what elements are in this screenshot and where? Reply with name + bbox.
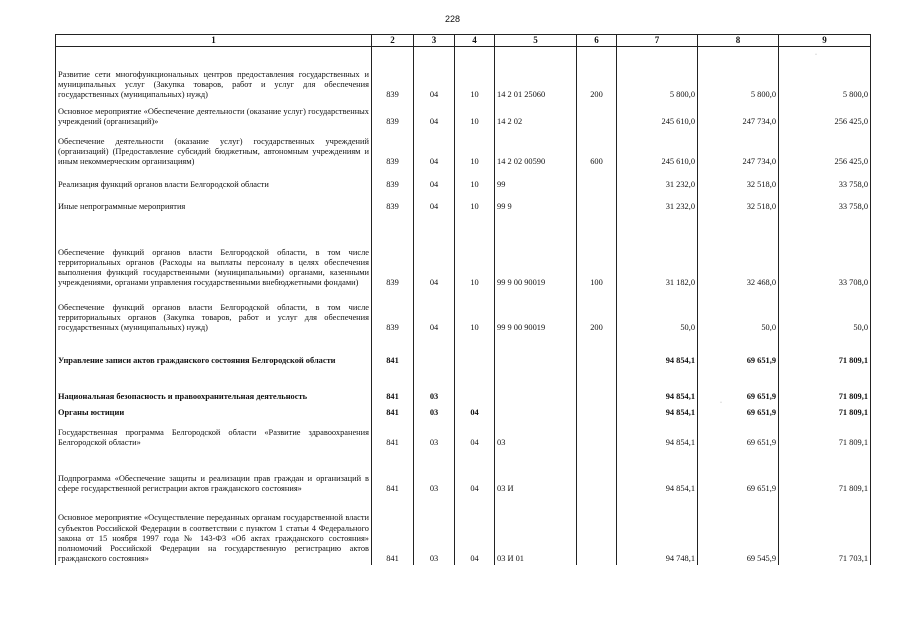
podrazdel-code: 04 [455,495,495,565]
expense-type-code [577,168,617,191]
expense-type-code [577,334,617,367]
page-number: 228 [444,14,461,24]
razdel-code: 03 [414,449,455,495]
column-header: 5 [495,35,577,47]
target-article-code: 99 [495,168,577,191]
amount-col9: 71 809,1 [779,367,871,403]
amount-col8: 69 651,9 [698,449,779,495]
expense-type-code [577,495,617,565]
amount-col9: 71 809,1 [779,419,871,449]
row-description: Управление записи актов гражданского состояния Белгородской области [56,334,372,367]
vedomstvo-code: 841 [372,495,414,565]
column-header: 1 [56,35,372,47]
amount-col7: 94 854,1 [617,419,698,449]
razdel-code: 04 [414,128,455,168]
podrazdel-code [455,334,495,367]
vedomstvo-code: 839 [372,213,414,289]
vedomstvo-code: 841 [372,367,414,403]
podrazdel-code: 10 [455,47,495,101]
table-row [56,128,871,168]
razdel-code: 03 [414,419,455,449]
razdel-code: 04 [414,191,455,213]
table-row [56,289,871,334]
row-description: Национальная безопасность и правоохранительная деятельность [56,367,372,403]
table-body [56,47,871,565]
amount-col7: 50,0 [617,289,698,334]
expense-type-code: 200 [577,289,617,334]
table-row [56,334,871,367]
target-article-code [495,403,577,419]
target-article-code: 03 И [495,449,577,495]
amount-col7: 245 610,0 [617,128,698,168]
amount-col8: 5 800,0 [698,47,779,101]
amount-col9: 33 758,0 [779,168,871,191]
expense-type-code: 600 [577,128,617,168]
amount-col7: 31 232,0 [617,191,698,213]
expense-type-code: 100 [577,213,617,289]
amount-col7: 5 800,0 [617,47,698,101]
podrazdel-code: 04 [455,403,495,419]
amount-col9: 5 800,0 [779,47,871,101]
table-row [56,168,871,191]
amount-col8: 69 651,9 [698,367,779,403]
podrazdel-code: 04 [455,419,495,449]
razdel-code: 04 [414,101,455,128]
table-row [56,419,871,449]
razdel-code: 03 [414,367,455,403]
row-description: Основное мероприятие «Обеспечение деятельности (оказание услуг) государственных учреждений (организаций)» [56,101,372,128]
amount-col7: 94 854,1 [617,367,698,403]
vedomstvo-code: 841 [372,334,414,367]
razdel-code: 04 [414,47,455,101]
amount-col9: 71 809,1 [779,403,871,419]
target-article-code: 14 2 02 00590 [495,128,577,168]
vedomstvo-code: 839 [372,128,414,168]
table-row [56,101,871,128]
amount-col9: 256 425,0 [779,101,871,128]
table-row [56,191,871,213]
amount-col8: 32 518,0 [698,168,779,191]
amount-col9: 50,0 [779,289,871,334]
podrazdel-code [455,367,495,403]
vedomstvo-code: 839 [372,168,414,191]
amount-col7: 31 232,0 [617,168,698,191]
target-article-code: 99 9 00 90019 [495,213,577,289]
row-description: Обеспечение функций органов власти Белгородской области, в том числе территориальных органов (Расходы на выплаты персоналу в целях обеспечения выполнения функций государственными (муниципальными) органами, казенными учреждениями, органами управления государственными внебюджетными фондами) [56,213,372,289]
budget-table [55,34,871,565]
table-row [56,213,871,289]
target-article-code [495,334,577,367]
amount-col9: 33 758,0 [779,191,871,213]
target-article-code: 99 9 00 90019 [495,289,577,334]
expense-type-code [577,367,617,403]
row-description: Иные непрограммные мероприятия [56,191,372,213]
podrazdel-code: 10 [455,168,495,191]
podrazdel-code: 04 [455,449,495,495]
row-description: Подпрограмма «Обеспечение защиты и реализации прав граждан и организаций в сфере государственной регистрации актов гражданского состояния» [56,449,372,495]
amount-col8: 69 651,9 [698,334,779,367]
vedomstvo-code: 841 [372,419,414,449]
table-row [56,495,871,565]
scan-speck: · [815,52,817,58]
vedomstvo-code: 841 [372,403,414,419]
column-number-header-row [56,35,871,47]
amount-col7: 94 748,1 [617,495,698,565]
amount-col8: 69 545,9 [698,495,779,565]
row-description: Развитие сети многофункциональных центров предоставления государственных и муниципальных услуг (Закупка товаров, работ и услуг для обеспечения государственных (муниципальных) нужд) [56,47,372,101]
target-article-code: 14 2 01 25060 [495,47,577,101]
column-header: 3 [414,35,455,47]
amount-col8: 32 468,0 [698,213,779,289]
target-article-code [495,367,577,403]
expense-type-code [577,403,617,419]
amount-col9: 71 809,1 [779,334,871,367]
podrazdel-code: 10 [455,289,495,334]
amount-col7: 94 854,1 [617,449,698,495]
column-header: 4 [455,35,495,47]
podrazdel-code: 10 [455,128,495,168]
razdel-code: 03 [414,495,455,565]
amount-col7: 245 610,0 [617,101,698,128]
razdel-code: 04 [414,289,455,334]
column-header: 7 [617,35,698,47]
vedomstvo-code: 839 [372,289,414,334]
vedomstvo-code: 839 [372,47,414,101]
row-description: Государственная программа Белгородской области «Развитие здравоохранения Белгородской области» [56,419,372,449]
podrazdel-code: 10 [455,101,495,128]
column-header: 8 [698,35,779,47]
column-header: 9 [779,35,871,47]
row-description: Органы юстиции [56,403,372,419]
expense-type-code [577,191,617,213]
razdel-code: 03 [414,403,455,419]
table-row [56,367,871,403]
podrazdel-code: 10 [455,191,495,213]
expense-type-code: 200 [577,47,617,101]
target-article-code: 99 9 [495,191,577,213]
expense-type-code [577,419,617,449]
expense-type-code [577,101,617,128]
amount-col8: 69 651,9 [698,419,779,449]
column-header: 6 [577,35,617,47]
amount-col9: 33 708,0 [779,213,871,289]
table-row [56,449,871,495]
vedomstvo-code: 839 [372,101,414,128]
column-header: 2 [372,35,414,47]
amount-col7: 94 854,1 [617,334,698,367]
razdel-code [414,334,455,367]
amount-col9: 71 809,1 [779,449,871,495]
amount-col8: 50,0 [698,289,779,334]
razdel-code: 04 [414,168,455,191]
amount-col8: 69 651,9 [698,403,779,419]
table-row [56,47,871,101]
row-description: Обеспечение функций органов власти Белгородской области, в том числе территориальных органов (Закупка товаров, работ и услуг для обеспечения государственных (муниципальных) нужд) [56,289,372,334]
scan-speck: · [720,400,722,406]
vedomstvo-code: 839 [372,191,414,213]
amount-col9: 256 425,0 [779,128,871,168]
amount-col8: 247 734,0 [698,101,779,128]
amount-col7: 31 182,0 [617,213,698,289]
expense-type-code [577,449,617,495]
vedomstvo-code: 841 [372,449,414,495]
razdel-code: 04 [414,213,455,289]
target-article-code: 14 2 02 [495,101,577,128]
amount-col8: 32 518,0 [698,191,779,213]
row-description: Реализация функций органов власти Белгородской области [56,168,372,191]
row-description: Основное мероприятие «Осуществление переданных органам государственной власти субъектов Российской Федерации в соответствии с пунктом 1 статьи 4 Федерального закона от 15 ноября 1997 года № 143-ФЗ «Об актах гражданского состояния» полномочий Российской Федерации на государственную регистрацию актов гражданского состояния» [56,495,372,565]
amount-col9: 71 703,1 [779,495,871,565]
amount-col8: 247 734,0 [698,128,779,168]
target-article-code: 03 [495,419,577,449]
table-row [56,403,871,419]
row-description: Обеспечение деятельности (оказание услуг) государственных учреждений (организаций) (Предоставление субсидий бюджетным, автономным учреждениям и иным некоммерческим организациям) [56,128,372,168]
amount-col7: 94 854,1 [617,403,698,419]
target-article-code: 03 И 01 [495,495,577,565]
podrazdel-code: 10 [455,213,495,289]
